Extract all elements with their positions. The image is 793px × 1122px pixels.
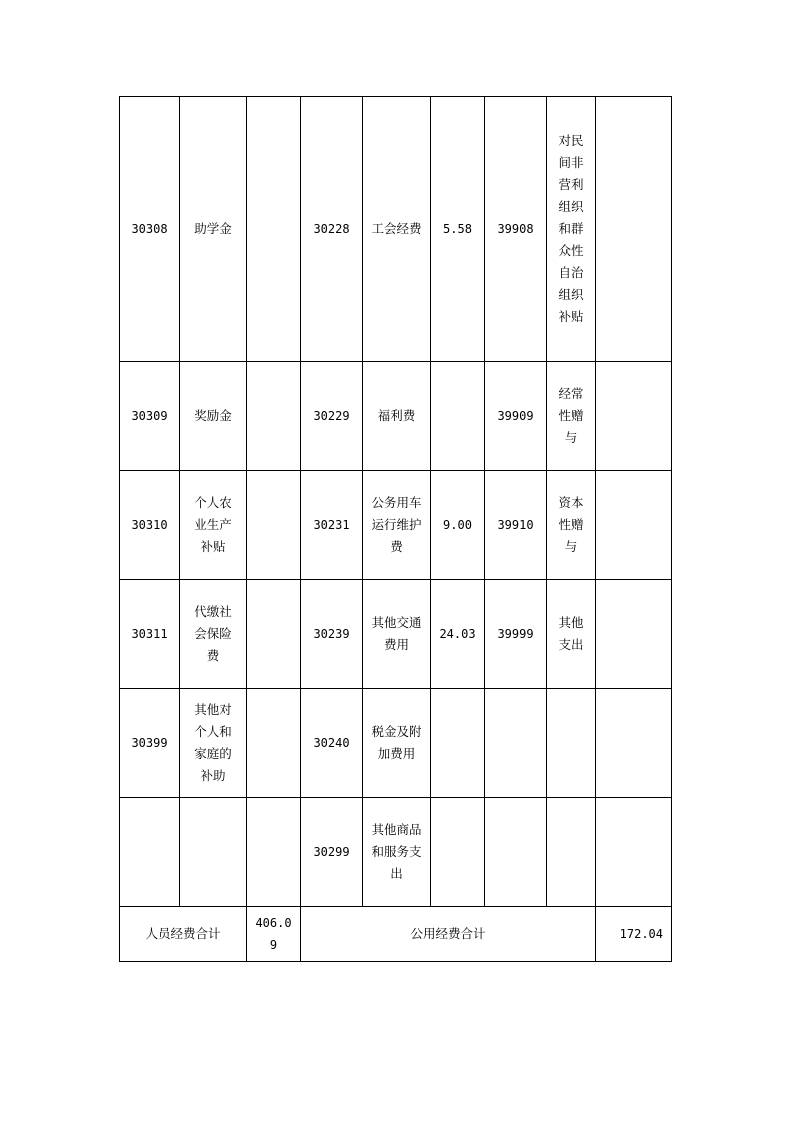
totals-row bbox=[120, 907, 672, 962]
amount-cell: 24.03 bbox=[431, 580, 485, 689]
amount-cell bbox=[431, 798, 485, 907]
amount-cell bbox=[596, 689, 672, 798]
item-name-cell: 个人农 业生产 补贴 bbox=[180, 471, 247, 580]
item-name-cell: 助学金 bbox=[180, 97, 247, 362]
amount-cell: 5.58 bbox=[431, 97, 485, 362]
item-name-cell: 税金及附 加费用 bbox=[363, 689, 431, 798]
item-name-cell: 其他 支出 bbox=[547, 580, 596, 689]
amount-cell bbox=[431, 689, 485, 798]
table-row bbox=[120, 580, 672, 689]
amount-cell bbox=[247, 798, 301, 907]
personnel-total-label: 人员经费合计 bbox=[120, 907, 247, 962]
amount-cell bbox=[247, 471, 301, 580]
code-cell: 30309 bbox=[120, 362, 180, 471]
code-cell: 30240 bbox=[301, 689, 363, 798]
table-row bbox=[120, 471, 672, 580]
code-cell bbox=[120, 798, 180, 907]
item-name-cell: 奖励金 bbox=[180, 362, 247, 471]
item-name-cell bbox=[180, 798, 247, 907]
item-name-cell: 经常 性赠 与 bbox=[547, 362, 596, 471]
amount-cell bbox=[247, 97, 301, 362]
item-name-cell: 代缴社 会保险 费 bbox=[180, 580, 247, 689]
amount-cell bbox=[596, 580, 672, 689]
amount-cell bbox=[596, 97, 672, 362]
item-name-cell: 公务用车 运行维护 费 bbox=[363, 471, 431, 580]
item-name-cell: 对民 间非 营利 组织 和群 众性 自治 组织 补贴 bbox=[547, 97, 596, 362]
code-cell bbox=[485, 798, 547, 907]
public-total-label: 公用经费合计 bbox=[301, 907, 596, 962]
table-row bbox=[120, 689, 672, 798]
amount-cell bbox=[596, 798, 672, 907]
budget-table bbox=[119, 96, 672, 962]
amount-cell: 9.00 bbox=[431, 471, 485, 580]
table-row bbox=[120, 97, 672, 362]
code-cell: 39908 bbox=[485, 97, 547, 362]
amount-cell bbox=[596, 471, 672, 580]
amount-cell bbox=[247, 580, 301, 689]
amount-cell bbox=[247, 689, 301, 798]
public-total-value: 172.04 bbox=[596, 907, 672, 962]
code-cell: 30311 bbox=[120, 580, 180, 689]
code-cell: 30228 bbox=[301, 97, 363, 362]
code-cell: 30231 bbox=[301, 471, 363, 580]
amount-cell bbox=[247, 362, 301, 471]
item-name-cell: 其他商品 和服务支 出 bbox=[363, 798, 431, 907]
code-cell: 30239 bbox=[301, 580, 363, 689]
code-cell: 30299 bbox=[301, 798, 363, 907]
amount-cell bbox=[596, 362, 672, 471]
amount-cell bbox=[431, 362, 485, 471]
code-cell: 39909 bbox=[485, 362, 547, 471]
table-row bbox=[120, 798, 672, 907]
item-name-cell: 工会经费 bbox=[363, 97, 431, 362]
code-cell: 30308 bbox=[120, 97, 180, 362]
code-cell: 30229 bbox=[301, 362, 363, 471]
item-name-cell: 其他交通 费用 bbox=[363, 580, 431, 689]
code-cell: 30399 bbox=[120, 689, 180, 798]
code-cell: 39999 bbox=[485, 580, 547, 689]
table-row bbox=[120, 362, 672, 471]
code-cell bbox=[485, 689, 547, 798]
personnel-total-value: 406.09 bbox=[247, 907, 301, 962]
item-name-cell: 其他对 个人和 家庭的 补助 bbox=[180, 689, 247, 798]
code-cell: 39910 bbox=[485, 471, 547, 580]
item-name-cell bbox=[547, 798, 596, 907]
item-name-cell: 福利费 bbox=[363, 362, 431, 471]
code-cell: 30310 bbox=[120, 471, 180, 580]
item-name-cell bbox=[547, 689, 596, 798]
item-name-cell: 资本 性赠 与 bbox=[547, 471, 596, 580]
